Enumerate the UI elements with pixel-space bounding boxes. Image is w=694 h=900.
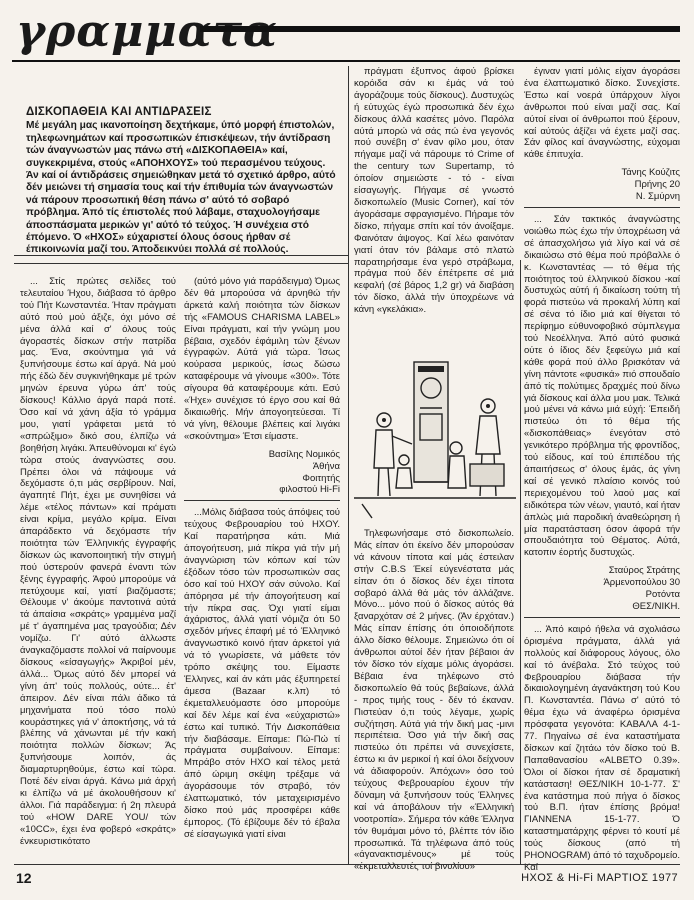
- header-divider: [12, 60, 680, 62]
- letter-2-part-1: ...Μόλις διάβασα τούς άπόψεις τού τεύχους Φεβρουαρίου τού ΗΧΟΥ. Καί παρατήρησα κάτι. Μιά άπογοήτευση, μιά πίκρα γιά τήν μή άναγνώριση τών κόπων καί τών έξόδων τόσο τών προσωπικών σας όσο καί τού ΗΧΟΥ σάν σύνολο. Καί άπόρησα μέ τήν άπογοήτευση καί τήν πίκρα σας. Όχι γιατί είμαι άχάριστος, άλλά γιατί νόμιζα ότι 50 σχεδόν μήνες έπαφή μέ τό Έλληνικό άναγνωστικό κοινό ήταν άρκετοί γιά νά τό γνωρίσετε, νά μάθετε τόν τρόπο σκέψης του. Είμαστε Έλληνες, καί άν κάτι μάς έξυπηρετεί άμεσα (Bazaar κ.λπ) τό έκμεταλλευόμαστε όσο μπορούμε καί δέν λέμε καί ένα «εύχαριστώ» έστω καί τυπικό. Τήν Δισκοπάθεια τήν διαβάσαμε. Είπαμε: Πώ-Πώ τί πράγματα συμβαίνουν. Είπαμε: Μπράβο στόν ΗΧΟ καί τέλος μετά άπό ώριμη σκέψη τρέξαμε νά άγοράσουμε τόν στραβό, τόν έλαττωματικό, τόν μεταχειρισμένο δίσκο πού μάς προσφέρει κάθε έμπορος. (Τό έβίζουμε δέν τό έβαλα σέ είσαγωγικά γιατί είναι: [184, 507, 340, 840]
- letters-column-4: [524, 66, 680, 874]
- letter-2-part-3: Τηλεφωνήσαμε στό δισκοπωλείο. Μάς είπαν ότι έκείνο δέν μπορούσαν νά κάνουν τίποτα καί μάς έστειλαν στήν C.B.S Έκεί εύγενέστατα μάς είπαν ότι ό δίσκος δέν έχει τίποτα σοβαρό άλλά θά μάς τόν άλλάζανε. Μόνο... μόνο πού ό δίσκος αύτός θά ξαναρχόταν σέ 2 μήνες. (Άν έρχόταν.) Μάς είπαν έπίσης ότι όποιοδήποτε άλλο δίσκο θέλουμε. Σημειώνω ότι οί άνθρωποι αύτοί δέν ήταν βέβαιοι άν τόν δίσκο τόν είχαμε μόλις άγοράσει. Βέβαια ένα τηλέφωνο στό δισκοπωλείο θά τούς βεβαίωνε, άλλά - προς τιμής τους - δέν τό έκαναν. Πιστεύαν ό,τι τούς λέγαμε, χωρίς συζήτηση. Αύτά γιά τήν δική μας -μινι περιπέτεια. Όσο γιά τήν δική σας πιστεύω ότι πρέπει νά συνεχίσετε, έστω κι άν μερικοί ή καί όλοι δείχνουν νά άδιαφορούν. Άπόχων» όσο τού τεύχους Φεβρουαρίου έχουν τήν δύναμη νά ξυπνήσουν τούς Έλληνες καί νά άποβάλουν τήν «Έλληνική νοοτροπία». Σήμερα τόν κάθε Έλληνα τόν θυμάμαι μόνο τό, βλέπτε τόν ίδιο προσωπικά. Τά τηλέφωνα άπό τούς «άγανακτισμένους» μέ τούς «έκμεταλλευτές τοί βινυλίου»: [354, 528, 514, 873]
- letters-top-rule: [14, 263, 348, 264]
- column-divider-right: [520, 260, 521, 864]
- column-divider-center: [348, 66, 349, 864]
- page-number: 12: [16, 870, 32, 886]
- letter-2-part-4: έγιναν γιατί μόλις είχαν άγοράσει ένα έλαττωματικό δίσκο. Συνεχίστε. Έστω καί νοερά ύπάρχουν λίγοι άνθρωποι πού είναι μαζί σας. Καί αύτοί είναι οί άνθρωποι πού ξέρουν, καί αύτούς άξίζει νά έχετε μαζί σας. Σάν φίλος καί άναγνώστης, εύχομαι κάθε έπιτυχία.: [524, 66, 680, 161]
- letter-1-part-1: ... Στίς πρώτες σελίδες τού τελευταίου Ήχου, διάβασα τό άρθρο τού Πήτ Κωνσταντέα. Ήταν πράγματι αύτό πού μού άξιζε, όχι μόνο σέ μένα άλλά καί σ' όλους τούς άγοραστές δίσκων στήν πατρίδα μας. Ένα, σκούντημα γιά νά ξυπνήσουμε έστω καί άργά. Νά μού πής έδώ δέν συγκινήθηκαμε μέ τρών μηνών έρευνα γύρω άπ' τούς δίσκους! Κάλλιο άργά παρά ποτέ. Όσο καί νά χάνη άξία τό γράμμα μου, γιατί γράφεται μετά τό «σπρώξιμο» δικό σου, έλπίζω νά βοηθήση λιγάκι. Άπευθύνομαι κι' έγώ τώρα στούς άναγνώστες σου. Πρέπει όλοι νά πάψουμε νά δεχόμαστε ό,τι μάς σερβίρουν. Ναί, άγαπητέ Πήτ, έχει με συνηθίσει νά λέμε «τέλος πάντων» καί πράματι είναι κρίμα, μεγάλο κρίμα. Είναι άπαράδεκτο νά δεχόμαστε τήν ποιότητα τών Έλληνικής έγγραφής δίσκων ώς ικανοποιητική τήν στιγμή πού ύστερούν φανερά έναντι τών ξένης έγγραφής. Άφού μπορούμε νά πετύχουμε καί, γιατί βιαζόμαστε; Θέλουμε ν' άκούμε παντοτινά αύτά τά άπαίσια «σκράτς» γραμμένα μαζί μέ τ' άγαπημένα μας τραγούδια; Δέν νομίζω. Γι' αύτό άλλωστε άναγκαζόμαστε πολλοί νά παίρνουμε δίσκους «είσαγωγής» Άκριβοί μέν, άλλά... Όμως αύτό δέν μπορεί νά γίνη άπ' τούς πολλούς, ούτε... έτ' άπειρον. Δέν είναι πάλι άδικο τά μηχανήματα πού τόσο πολύ κουράστηκες γιά ν' άποκτήσης, νά τά βλέπης νά χάνωνται μέ τήν κακή ποιότητα πολλών δίσκων; Άς ξυπνήσουμε λοιπόν, άς διαμαρτυρηθούμε, έστω καί τώρα. Ποτέ δέν είναι άργά. Κάνω μιά άρχή κι έλπίζω νά μέ άκολουθήσουν κι' άλλοι. Γιά παράδειγμα: ή 2η πλευρά τού «HOW DARE YOU/ τών «10CC», έχει ένα φοβερό «σκράτς» ένκευριστικότατο: [20, 276, 176, 847]
- letter-4: ... Άπό καιρό ήθελα νά σχολιάσω όρισμένα πράγματα, άλλά γιά πολλούς καί διάφορους λόγους, όλο καί τό άνέβαλα. Στό τεύχος τού Φεβρουαρίου διάβασα τήν δικαιολογημένη άγανάκτηση τού Κου Π. Κωνσταντέα. Πάνω σ' αύτό τό θέμα έχω νά άναφέρω όρισμένα πρόσφατα γεγονότα: ΚΑΒΑΛΑ 4-1-77. Πηγαίνω σέ ένα καταστήματα δίσκων καί ζητάω τόν δίσκο τού Β. Παπαθανασίου «ΑLBETO 0.39». Όλοι οί δίσκοι ήταν σέ δραματική κατάσταση! ΘΕΣ/ΝΙΚΗ 10-1-77. Σ' ένα κατάστημα πού πήγα ό δίσκος τού Β.Π. ήταν έπίσης βρόμα! ΓΙΑΝΝΕΝΑ 15-1-77. Ό καταστηματάρχης φέρνει τό κουτί μέ τούς δίσκους (από τή PHONOGRAM) άπό τό ταχυδρομείο. Καί: [524, 623, 680, 873]
- letter-3: ... Σάν τακτικός άναγνώστης νοιώθω πώς έχω τήν ύποχρέωση νά σέ άπασχολήσω γιά λίγο καί νά σέ δικαιώσω στό θέμα πού πρόβαλλε ό κ. Κωνσταντέας — τό θέμα τής ποιότητος τού έλληνικού δίσκου -καί δυστυχώς αύτή ή δικαίωση τούτη τή φορά πιστεύω νά προκαλή λύπη καί σέ σένα τό ίδιο μιά καί θίγεται τό περίφημο εύθυνοφοβικό σύμπλεγμα τού Νεοέλληνα. Άπό αύτό φυσικά ούτε ό ίδιος δέν ξεφεύγω μιά καί κάθε φορά πού άλλο βρισκόταν νά γίνη πάντοτε «φυσικά» πιό σπουδαίο άπό τίς πολύτιμες δραχμές πού δίνω γιά δίσκους καί άλλα μου μακ. Τελικά μού μένει νά κάνω μιά εύχή: Έπειδή πιστεύω ότι τό θέμα τής «δισκοπάθειας» ένεγόταν στό γενικότερο πρόβλημα τής φροντίδος, τού είδους, καί τού έπιπέδου τής άπαιτήσεως σ' όλους έμάς, άς γίνη καί σέ γενικό πλαίσιο κοινός τού περιεχομένου τού λαού μας καί ειδικότερα τών νέων, γιαυτό, καί ήταν άπλώς μιά παροδική άναθεώρηση ή μία παρατάσταση όσον άφορά τήν σπουδαιότητα τού Θέματος. Αύτά, κατοπιν έορτής δυστυχώς.: [524, 213, 680, 559]
- signature-1: Βασίλης Νομικός Άθήνα Φοιτητής φιλοστού Hi-Fi: [268, 448, 340, 496]
- letter-1-part-2: (αύτό μόνο γιά παράδειγμα) Όμως δέν θά μπορούσα νά άρνηθώ τήν άρκετά καλή ποιότητα τών δίσκων τής «FAMOUS CHARISMA LABEL» Είναι πράγματι, καί τήν γνώμη μου βέβαια, σχεδόν έφάμιλη τών ξένων έγγραφών. Αύτά γιά τώρα. Ίσως κούρασα μερικούς, ίσως δώσω καταφέρουμε νά γίνουμε «300». Τότε σίγουρα θά καταφέρουμε κάτι. Εσύ «Ήχε» συνέχισε τό έργο σου καί θά δικαιωθής. Μήν άπογοητεύεσαι. Τί νά γίνη, θέλουμε βλέπεις καί λιγάκι «σκούντημα» Έτσι είμαστε.: [184, 276, 340, 442]
- letter-separator: [524, 617, 680, 618]
- title-rule: [200, 26, 680, 32]
- letter-separator: [524, 207, 680, 208]
- letters-column-3b: [354, 528, 514, 873]
- signature-2: Τάνης Κούζιτς Πρήνης 20 Ν. Σμύρνη: [621, 167, 680, 203]
- section-title: γραμματα: [16, 6, 278, 57]
- intro-text: Μέ μεγάλη μας ικανοποίηση δεχτήκαμε, ύπό μορφή έπιστολών, τηλεφωνημάτων καί προσωπικών έπισκέψεων, τήν άντίδραση τών άναγνωστών μας πάνω στή «ΔΙΣΚΟΠΑΘΕΙΑ» καί, συγκεκριμένα, στούς «ΑΠΟΗΧΟΥΣ» τού περασμένου τεύχους. Άν καί οί άντιδράσεις σημειώθηκαν μετά τό σχετικό άρθρο, αύτό δέν μειώνει τή σημασία τους καί τήν έπιθυμία τών άναγνωστών νά πάρουν προσωπική θέση πάνω σ' αύτό τό σοβαρό πρόβλημα. Άπό τίς έπιστολές πού λάβαμε, σταχυολογήσαμε άποσπάσματα μερικών γι' αύτό τό τεύχος. Ή συνέχεια στό έπόμενο. Ό «ΗΧΟΣ» εύχαριστεί όλους όσους ήρθαν σέ έπικοινωνία μαζί του. Άποδεικνύει πολλά σέ πολλούς.: [26, 120, 336, 256]
- signature-3: Σταύρος Στράτης Άρμενοπούλου 30 Ροτόντα ΘΕΣ/ΝΙΚΗ.: [603, 565, 680, 612]
- letters-column-3: [354, 66, 514, 316]
- letter-2-part-2: πράγματι έξυπνος άφού βρίσκει κορόιδα σάν κι έμάς νά τού άγοράζουμε τούς δίσκους). Δυστυχώς ή εύτυχώς έγώ προσωπικά δέν έχω δίσκους άλλά κασέτες μόνο. Παρόλα αύτά μπορώ νά σάς πώ ένα γεγονός πού συνέβη σ' έναν φίλο μου, όταν πήγαμε μαζί νά πάρουμε τό Crime of the century των Supertamp, τό όποίον σημειώστε - τό - είναι είσαγωγής. Πήγαμε σέ γνωστό δισκοπωλείο (Music Corner), καί τόν άγοράσαμε σφραγισμένο. Πήραμε τόν δίσκο, πήγαμε σπίτι καί τόν άνοίξαμε. Φαινόταν άψογος. Καί λέω φαινόταν γιατί όταν τόν βάλαμε στό πλατώ παρατηρήσαμε ένα γερό στράβωμα, πράγμα πού δέν έπέτρεπε σέ μιά κεφαλή (σέ βάρος 1,2 gr) νά διαβάση τόν δίσκο, άλλά τήν ύποχρέωνε νά κάνη «γκελάκια».: [354, 66, 514, 316]
- intro-heading: ΔΙΣΚΟΠΑΘΕΙΑ ΚΑΙ ΑΝΤΙΔΡΑΣΕΙΣ: [26, 106, 212, 118]
- cartoon-illustration: [354, 348, 516, 524]
- intro-block: [26, 106, 340, 257]
- letters-column-2: [184, 276, 340, 841]
- masthead: [12, 6, 680, 62]
- letters-column-1: [20, 276, 176, 848]
- footer-rule: [14, 864, 680, 865]
- intro-bottom-rule: [14, 255, 348, 256]
- publication-line: ΗΧΟΣ & Hi-Fi ΜΑΡΤΙΟΣ 1977: [521, 872, 678, 884]
- letter-separator: [184, 500, 340, 501]
